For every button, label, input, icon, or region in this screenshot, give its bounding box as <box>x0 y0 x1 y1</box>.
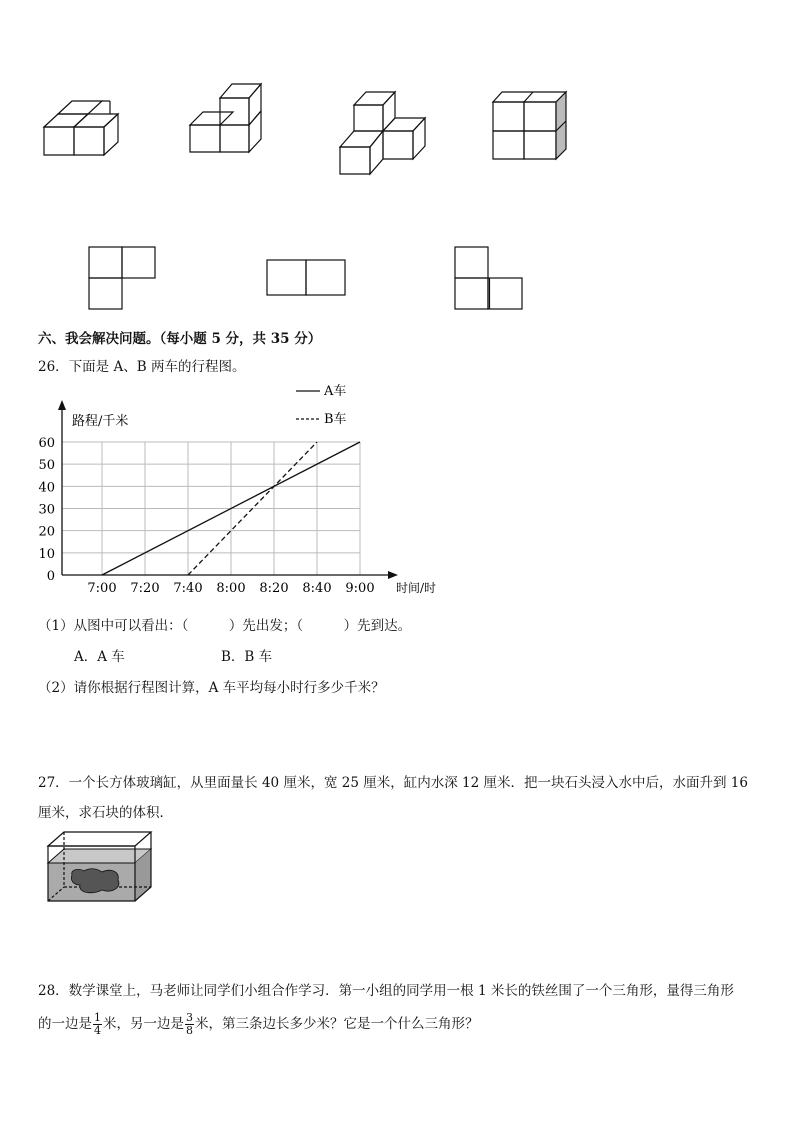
cube-figure-3 <box>340 92 425 174</box>
chart-x-label: 时间/时 <box>396 581 437 595</box>
q27-line1: 27．一个长方体玻璃缸，从里面量长 40 厘米，宽 25 厘米，缸内水深 12 厘米．把一块石头浸入水中后，水面升到 16 <box>38 775 748 791</box>
q26-number: 26． <box>38 359 69 375</box>
section-heading: 六、我会解决问题。（每小题 5 分，共 35 分） <box>38 331 322 347</box>
view-figure-2 <box>267 260 345 295</box>
fraction-denominator: 8 <box>186 1024 193 1037</box>
q28-line2 <box>38 1010 479 1038</box>
q26-stem <box>38 355 245 375</box>
x-tick-label: 7:40 <box>173 581 203 596</box>
x-tick-label: 8:20 <box>259 581 289 596</box>
fraction-numerator: 1 <box>94 1011 101 1024</box>
x-tick-label: 7:00 <box>87 581 117 596</box>
legend-label: B车 <box>324 412 347 427</box>
view-figure-3 <box>455 247 522 309</box>
y-tick-label: 60 <box>38 436 55 451</box>
x-tick-label: 8:40 <box>302 581 332 596</box>
fraction-numerator: 3 <box>186 1011 193 1024</box>
fraction-three-eighths <box>185 1012 194 1037</box>
q28-part-a: 的一边是 <box>38 1016 92 1032</box>
x-tick-label: 7:20 <box>130 581 160 596</box>
q26-sub1: （1）从图中可以看出：（ ）先出发；（ ）先到达。 <box>38 618 412 634</box>
legend-label: A车 <box>324 384 347 399</box>
q28-part-b: 米，另一边是 <box>103 1016 184 1032</box>
q26-sub2: （2）请你根据行程图计算，A 车平均每小时行多少千米？ <box>38 680 385 696</box>
chart-legend <box>296 384 347 427</box>
y-tick-label: 0 <box>46 569 55 584</box>
y-axis-arrow <box>58 400 66 410</box>
q27-line2: 厘米，求石块的体积． <box>38 805 173 821</box>
fraction-denominator: 4 <box>94 1024 101 1037</box>
x-axis-arrow <box>388 571 398 579</box>
q26-text: 下面是 A、B 两车的行程图。 <box>68 359 246 375</box>
cube-figure-2 <box>190 84 261 152</box>
y-tick-label: 40 <box>38 480 55 496</box>
y-tick-label: 20 <box>38 524 55 540</box>
view-figure-1 <box>89 247 155 309</box>
view-figures <box>0 230 794 320</box>
cube-figure-1 <box>44 101 118 155</box>
x-tick-label: 9:00 <box>345 581 375 596</box>
glass-tank-figure <box>40 825 160 905</box>
cube-figure-4 <box>493 92 566 159</box>
q26-option-b: B．B 车 <box>221 649 273 665</box>
x-tick-label: 8:00 <box>216 581 246 596</box>
fraction-one-quarter <box>93 1012 102 1037</box>
q28-line1: 28．数学课堂上，马老师让同学们小组合作学习．第一小组的同学用一根 1 米长的铁丝围了一个三角形，量得三角形 <box>38 983 734 999</box>
y-tick-label: 10 <box>38 546 55 562</box>
y-tick-label: 50 <box>38 458 55 474</box>
y-tick-label: 30 <box>38 502 55 518</box>
q28-part-c: 米，第三条边长多少米？它是一个什么三角形？ <box>195 1016 479 1032</box>
chart-grid <box>62 442 360 575</box>
chart-y-label: 路程/千米 <box>72 414 129 429</box>
q26-option-a: A．A 车 <box>74 649 125 665</box>
travel-chart <box>30 378 470 608</box>
